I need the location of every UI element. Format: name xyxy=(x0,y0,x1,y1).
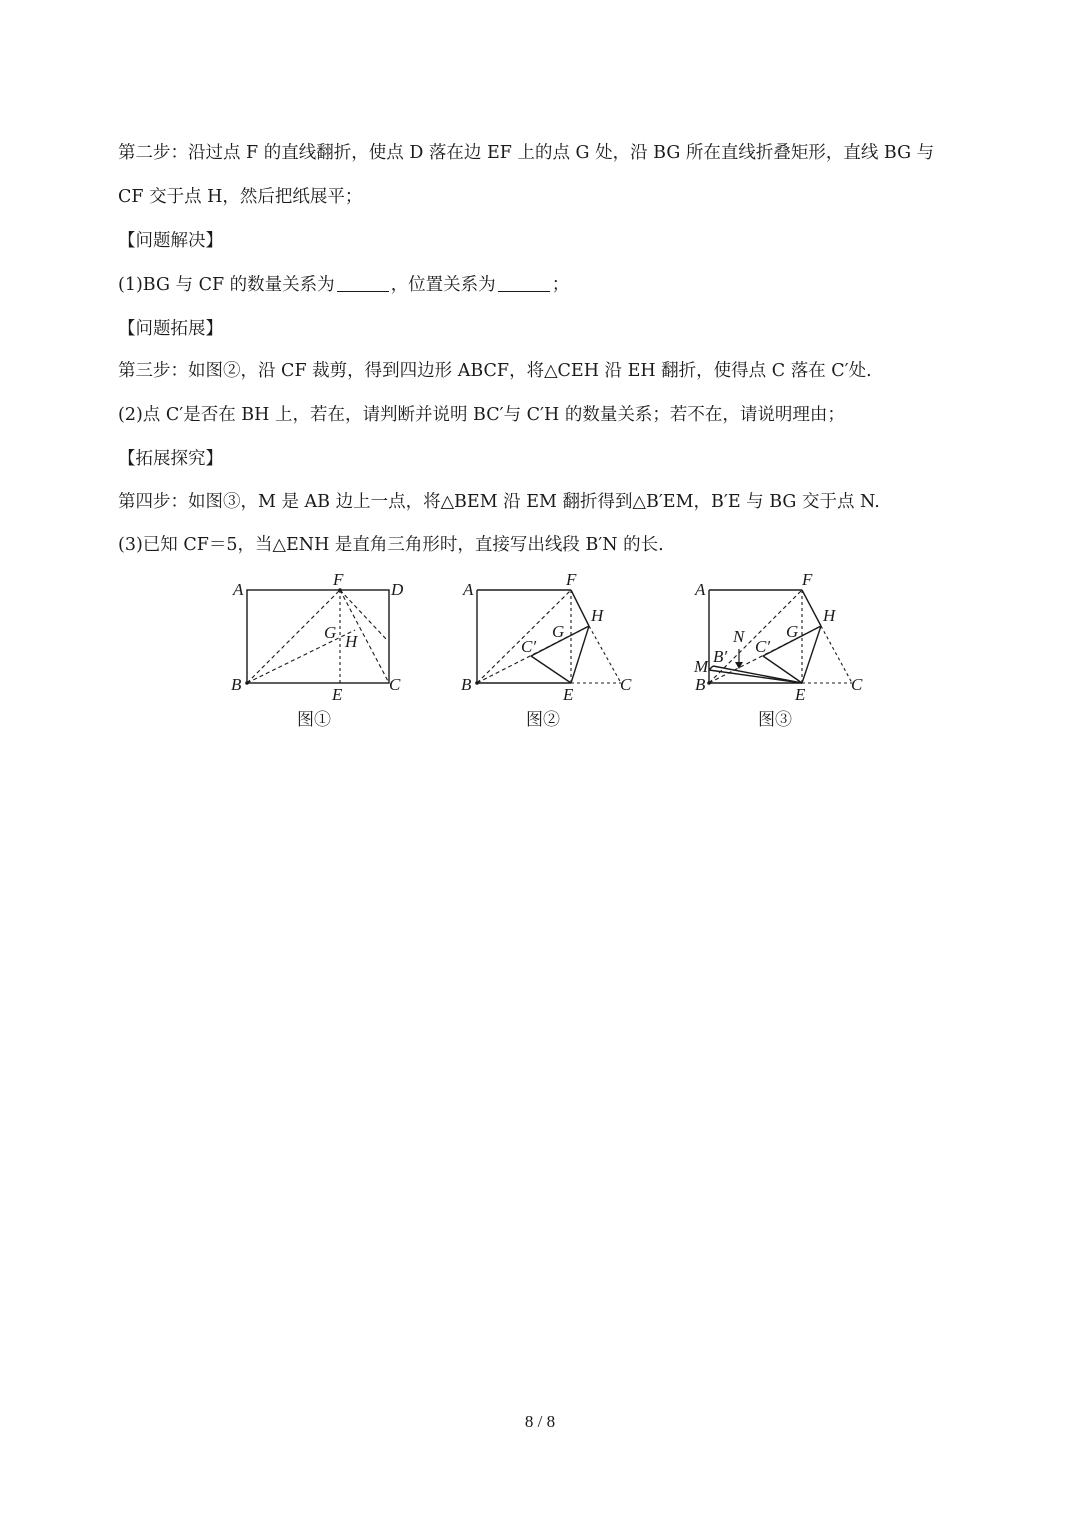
fig2-edge-FH xyxy=(571,590,589,626)
fig3-label-A: A xyxy=(695,580,706,599)
fig3-label-G: G xyxy=(786,622,799,641)
text-line-2: CF 交于点 H，然后把纸展平； xyxy=(118,187,363,207)
fig2-line-EC-prime xyxy=(531,656,571,683)
fig2-label-C: C xyxy=(620,675,632,694)
figure-2 xyxy=(461,570,632,729)
answer-blank-2[interactable] xyxy=(498,275,550,292)
fig3-label-M: M xyxy=(694,657,709,676)
q1-part-b: ，位置关系为 xyxy=(390,275,496,295)
fig2-label-B: B xyxy=(461,675,472,694)
fig1-label-A: A xyxy=(233,580,244,599)
fig3-label-N: N xyxy=(733,627,745,646)
section-heading-problem-solving: 【问题解决】 xyxy=(118,231,223,251)
fig1-point-B xyxy=(245,681,249,685)
answer-blank-1[interactable] xyxy=(337,275,389,292)
text-line-1: 第二步：沿过点 F 的直线翻折，使点 D 落在边 EF 上的点 G 处，沿 BG 所在直线折叠矩形，直线 BG 与 xyxy=(118,143,935,163)
fig2-label-C-prime: C′ xyxy=(521,637,537,656)
question-1 xyxy=(118,273,569,297)
fig1-caption: 图① xyxy=(297,710,331,729)
fig3-label-B: B xyxy=(695,675,706,694)
fig3-point-B xyxy=(707,681,711,685)
fig3-label-H: H xyxy=(823,606,836,625)
fig3-label-B-prime: B′ xyxy=(713,647,728,666)
figure-1 xyxy=(231,570,404,729)
fig3-label-C-prime: C′ xyxy=(755,637,771,656)
fig3-label-C: C xyxy=(851,675,863,694)
fig1-label-E: E xyxy=(332,685,343,704)
fig2-label-A: A xyxy=(463,580,474,599)
question-2: (2)点 C′是否在 BH 上，若在，请判断并说明 BC′与 C′H 的数量关系；若不在，请说明理由； xyxy=(118,405,845,425)
text-line-step4: 第四步：如图③，M 是 AB 边上一点，将△BEM 沿 EM 翻折得到△B′EM，B′E 与 BG 交于点 N. xyxy=(118,492,880,512)
fig3-caption: 图③ xyxy=(758,710,792,729)
fig1-label-F: F xyxy=(333,570,344,589)
page-number: 8 / 8 xyxy=(524,1412,556,1431)
fig2-edge-HC xyxy=(589,626,621,683)
figures-svg xyxy=(225,570,875,740)
fig3-label-F: F xyxy=(802,570,813,589)
text-line-step3: 第三步：如图②，沿 CF 裁剪，得到四边形 ABCF，将△CEH 沿 EH 翻折，使得点 C 落在 C′处. xyxy=(118,361,872,381)
fig1-rectangle xyxy=(247,590,389,683)
fig3-label-E: E xyxy=(795,685,806,704)
fig1-label-H: H xyxy=(345,632,358,651)
figures-row xyxy=(225,570,875,740)
question-3: (3)已知 CF＝5，当△ENH 是直角三角形时，直接写出线段 B′N 的长. xyxy=(118,535,664,555)
fig2-label-E: E xyxy=(563,685,574,704)
figure-3 xyxy=(693,570,863,729)
q1-part-c: ； xyxy=(551,275,570,295)
fig1-label-D: D xyxy=(391,580,404,599)
fig1-line-BG xyxy=(247,630,355,683)
fig2-label-G: G xyxy=(552,622,565,641)
q1-part-a: (1)BG 与 CF 的数量关系为 xyxy=(118,275,335,295)
fig1-label-B: B xyxy=(231,675,242,694)
fig3-edge-HC xyxy=(821,626,852,683)
fig3-edge-FH xyxy=(802,590,821,626)
fig2-caption: 图② xyxy=(526,710,560,729)
fig2-label-H: H xyxy=(591,606,604,625)
fig3-arrowhead-N xyxy=(735,662,743,669)
section-heading-extension: 【问题拓展】 xyxy=(118,319,223,339)
fig1-label-C: C xyxy=(389,675,401,694)
section-heading-exploration: 【拓展探究】 xyxy=(118,449,223,469)
fig2-label-F: F xyxy=(566,570,577,589)
fig2-point-B xyxy=(475,681,479,685)
fig1-label-G: G xyxy=(324,623,337,642)
